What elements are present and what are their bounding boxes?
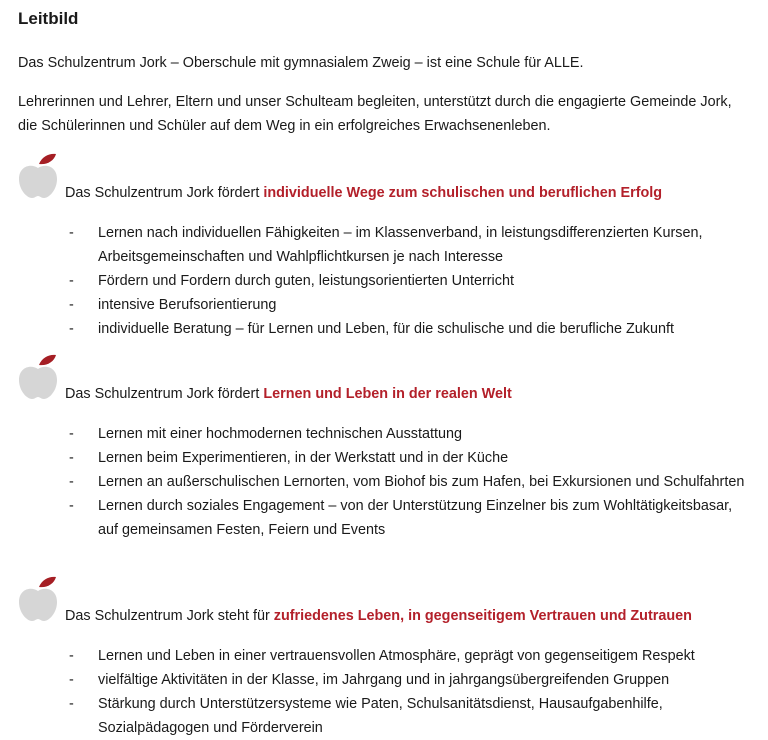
list-item: - individuelle Beratung – für Lernen und Leben, für die schulische und die berufliche Zukunft [0, 317, 768, 341]
apple-icon [18, 575, 58, 625]
bullet-dash: - [69, 426, 74, 442]
section-heading-highlight: individuelle Wege zum schulischen und beruflichen Erfolg [263, 185, 663, 201]
section-heading-prefix: Das Schulzentrum Jork fördert [65, 185, 264, 201]
section-heading [65, 182, 662, 204]
section-heading [65, 383, 512, 405]
list-item: - intensive Berufsorientierung [0, 293, 768, 317]
list-item: - vielfältige Aktivitäten in der Klasse, im Jahrgang und in jahrgangsübergreifenden Gruppen [0, 668, 768, 692]
list-item: - Lernen beim Experimentieren, in der Werkstatt und in der Küche [0, 446, 768, 470]
bullet-dash: - [69, 225, 74, 241]
section-heading-prefix: Das Schulzentrum Jork steht für [65, 608, 274, 624]
bullet-dash: - [69, 321, 74, 337]
section-heading-highlight: zufriedenes Leben, in gegenseitigem Vertrauen und Zutrauen [273, 608, 692, 624]
list-item: - Lernen und Leben in einer vertrauensvollen Atmosphäre, geprägt von gegenseitigem Respekt [0, 644, 768, 668]
bullet-list [0, 422, 768, 542]
section-heading [65, 605, 692, 627]
bullet-list [0, 221, 768, 341]
list-item: - Lernen mit einer hochmodernen technischen Ausstattung [0, 422, 768, 446]
bullet-list [0, 644, 768, 740]
bullet-dash: - [69, 672, 74, 688]
bullet-dash: - [69, 474, 74, 490]
bullet-dash: - [69, 297, 74, 313]
section-heading-highlight: Lernen und Leben in der realen Welt [263, 386, 512, 402]
list-item: - Lernen nach individuellen Fähigkeiten – im Klassenverband, in leistungsdifferenzierten Kursen, Arbeitsgemeinschaften und Wahlpflichtkursen je nach Interesse [0, 221, 768, 269]
bullet-dash: - [69, 648, 74, 664]
list-item: - Lernen an außerschulischen Lernorten, vom Biohof bis zum Hafen, bei Exkursionen und Schulfahrten [0, 470, 768, 494]
page-title: Leitbild [18, 9, 79, 28]
mission-paragraph: Lehrerinnen und Lehrer, Eltern und unser Schulteam begleiten, unterstützt durch die engagierte Gemeinde Jork, die Schülerinnen und Schüler auf dem Weg in ein erfolgreiches Erwachsenenleben. [18, 94, 732, 134]
section-heading-prefix: Das Schulzentrum Jork fördert [65, 386, 264, 402]
list-item: - Fördern und Fordern durch guten, leistungsorientierten Unterricht [0, 269, 768, 293]
intro-paragraph: Das Schulzentrum Jork – Oberschule mit gymnasialem Zweig – ist eine Schule für ALLE. [18, 55, 584, 71]
bullet-dash: - [69, 273, 74, 289]
bullet-dash: - [69, 450, 74, 466]
bullet-dash: - [69, 696, 74, 712]
list-item: - Stärkung durch Unterstützersysteme wie Paten, Schulsanitätsdienst, Hausaufgabenhilfe, Sozialpädagogen und Förderverein [0, 692, 768, 740]
apple-icon [18, 152, 58, 202]
bullet-dash: - [69, 498, 74, 514]
apple-icon [18, 353, 58, 403]
list-item: - Lernen durch soziales Engagement – von der Unterstützung Einzelner bis zum Wohltätigkeitsbasar, auf gemeinsamen Festen, Feiern und Events [0, 494, 768, 542]
